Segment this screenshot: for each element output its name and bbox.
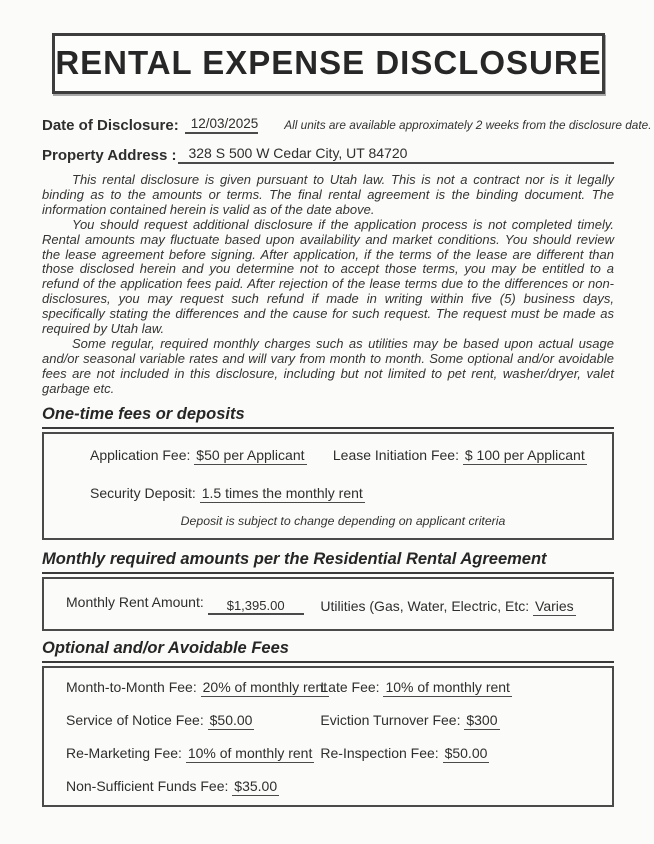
- date-of-disclosure-value: 12/03/2025: [185, 116, 259, 134]
- section-one-time-fees: [42, 404, 614, 540]
- fee-row: [90, 446, 596, 464]
- fee-re-inspection: Re-Inspection Fee: $50.00: [320, 744, 488, 761]
- date-of-disclosure-label: Date of Disclosure:: [42, 117, 179, 134]
- fee-eviction-turnover: Eviction Turnover Fee: $300: [320, 711, 498, 728]
- section-heading-one-time: One-time fees or deposits: [42, 404, 614, 429]
- section-heading-monthly: Monthly required amounts per the Residential Rental Agreement: [42, 549, 614, 574]
- fee-service-of-notice: Service of Notice Fee: $50.00: [66, 711, 253, 728]
- fee-security-deposit: Security Deposit: 1.5 times the monthly rent: [90, 484, 363, 501]
- fee-row: [66, 678, 596, 696]
- section-monthly-amounts: [42, 549, 614, 631]
- fee-row: [66, 593, 596, 615]
- fee-monthly-rent: Monthly Rent Amount: $1,395.00: [66, 593, 320, 615]
- title-banner: [52, 33, 605, 94]
- monthly-amounts-box: [42, 577, 614, 631]
- optional-fees-box: [42, 666, 614, 807]
- deposit-note: Deposit is subject to change depending on applicant criteria: [180, 513, 506, 528]
- one-time-fees-box: [42, 432, 614, 540]
- date-of-disclosure-row: [42, 116, 652, 134]
- fee-application: Application Fee: $50 per Applicant: [90, 446, 305, 463]
- monthly-rent-fill: $1,395.00: [208, 598, 304, 615]
- fee-row: [66, 711, 596, 729]
- document-title: RENTAL EXPENSE DISCLOSURE: [55, 44, 602, 81]
- fee-nsf: Non-Sufficient Funds Fee: $35.00: [66, 777, 278, 794]
- legal-paragraph: This rental disclosure is given pursuant to Utah law. This is not a contract nor is it legally binding as to the amounts or terms. The final rental agreement is the binding document. The information contained herein is valid as of the date above.: [42, 172, 614, 217]
- property-address-label: Property Address :: [42, 147, 177, 164]
- blank-line: [208, 613, 304, 615]
- property-address-row: [42, 145, 614, 164]
- fee-month-to-month: Month-to-Month Fee: 20% of monthly rent: [66, 678, 328, 695]
- fee-utilities: Utilities (Gas, Water, Electric, Etc: Varies: [320, 597, 574, 614]
- fee-lease-initiation: Lease Initiation Fee: $ 100 per Applicant: [332, 446, 585, 463]
- fee-late: Late Fee: 10% of monthly rent: [320, 678, 510, 695]
- legal-paragraph: You should request additional disclosure if the application process is not completed timely. Rental amounts may fluctuate based upon availability and market conditions. You should review the lease agreement before signing. After application, if the terms of the lease are different than those disclosed herein and you determine not to accept those terms, you may be entitled to a refund of the application fees paid. After rejection of the lease terms due to the differences or non-disclosures, you may request such refund if made in writing within five (5) business days, specifically stating the differences and the cause for such request. The request must be made as required by Utah law.: [42, 216, 614, 337]
- fee-re-marketing: Re-Marketing Fee: 10% of monthly rent: [66, 744, 313, 761]
- availability-note: All units are available approximately 2 weeks from the disclosure date.: [284, 118, 652, 132]
- fee-row: [66, 744, 596, 762]
- legal-paragraph: Some regular, required monthly charges such as utilities may be based upon actual usage and/or seasonal variable rates and will vary from month to month. Some optional and/or avoidable fees are not included in this disclosure, including but not limited to pet rent, washer/dryer, valet garbage etc.: [42, 335, 614, 396]
- legal-text-block: [42, 173, 614, 397]
- fee-row: [66, 777, 596, 795]
- property-address-value: 328 S 500 W Cedar City, UT 84720: [178, 145, 614, 164]
- section-heading-optional: Optional and/or Avoidable Fees: [42, 638, 614, 663]
- fee-row: [90, 484, 596, 502]
- section-optional-fees: [42, 638, 614, 807]
